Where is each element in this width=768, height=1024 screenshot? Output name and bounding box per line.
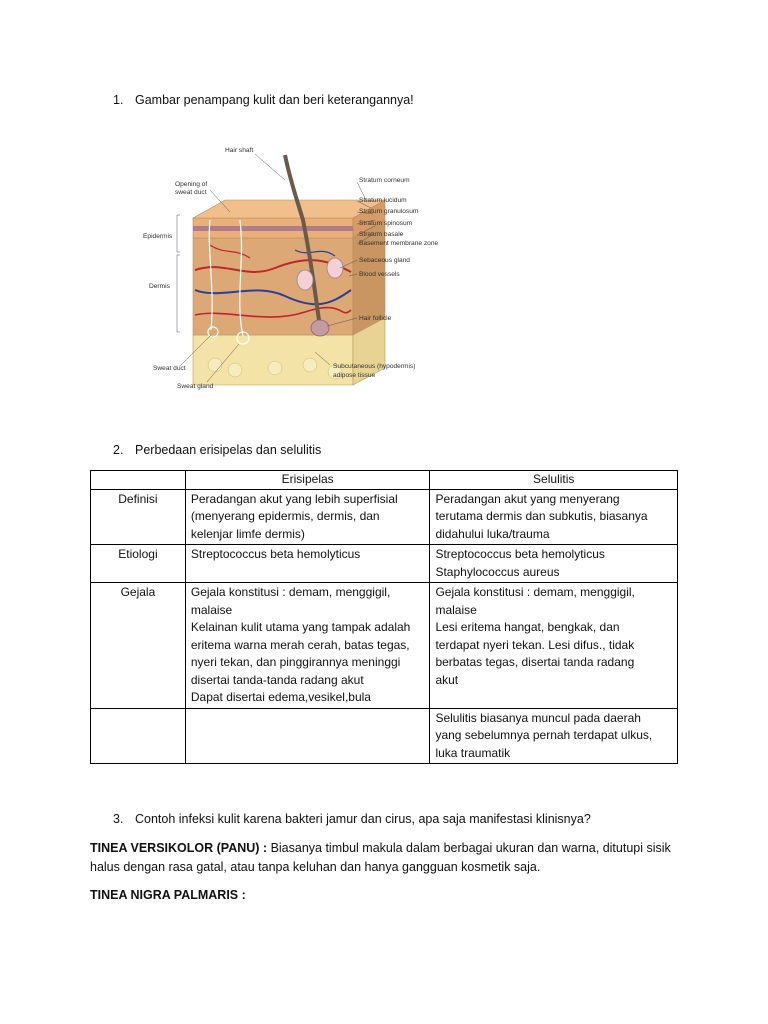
dermis-bracket	[177, 255, 180, 332]
table-row	[91, 583, 678, 709]
erisipelas-cell-line: eritema warna merah cerah, batas tegas,	[190, 637, 410, 652]
tinea-versikolor-desc-2: halus dengan rasa gatal, atau tanpa keluhan dan hanya gangguan kosmetik saja.	[90, 860, 541, 874]
selulitis-cell-line: Peradangan akut yang menyerang	[435, 491, 620, 506]
erisipelas-cell-line: Streptococcus beta hemolyticus	[190, 547, 361, 561]
label-subcutaneous-1: Subcutaneous (hypodermis)	[333, 363, 416, 370]
row-label-cell: Etiologi	[91, 545, 186, 583]
selulitis-cell-line: berbatas tegas, disertai tanda radang	[435, 655, 635, 669]
sebaceous-gland-2	[297, 270, 313, 290]
erisipelas-cell	[185, 545, 430, 583]
row-label-cell: Definisi	[91, 489, 186, 545]
selulitis-cell-line: didahului luka/trauma	[435, 526, 550, 541]
label-sweat-gland: Sweat gland	[177, 383, 214, 390]
adipose-cell	[303, 358, 317, 372]
erisipelas-cell-line: kelenjar limfe dermis)	[190, 526, 305, 541]
tinea-versikolor-desc-1: Biasanya timbul makula dalam berbagai ukuran dan warna, ditutupi sisik	[267, 841, 671, 855]
selulitis-cell-line: malaise	[435, 602, 477, 617]
sebaceous-gland	[327, 258, 343, 278]
comparison-table	[90, 470, 678, 764]
erisipelas-cell	[185, 583, 430, 709]
label-stratum-spinosum: Stratum spinosum	[359, 220, 413, 227]
label-subcutaneous-2: adipose tissue	[333, 372, 376, 379]
label-hair-shaft: Hair shaft	[225, 147, 254, 154]
selulitis-cell-line: Lesi eritema hangat, bengkak, dan	[435, 620, 620, 634]
selulitis-cell-line: akut	[435, 672, 459, 687]
question-3-text: Contoh infeksi kulit karena bakteri jamur dan cirus, apa saja manifestasi klinisnya?	[135, 812, 591, 826]
question-3	[113, 811, 591, 828]
table-header-row	[91, 471, 678, 490]
selulitis-cell-line: terutama dermis dan subkutis, biasanya	[435, 509, 648, 523]
erisipelas-cell	[185, 489, 430, 545]
label-stratum-granulosum: Stratum granulosum	[359, 208, 419, 215]
erisipelas-cell-line: nyeri tekan, dan pinggirannya meninggi	[190, 655, 401, 669]
table-body	[91, 489, 678, 764]
erisipelas-cell-line: (menyerang epidermis, dermis, dan	[190, 509, 380, 523]
selulitis-cell	[430, 545, 678, 583]
table-header-cell	[91, 471, 186, 490]
question-3-number: 3.	[113, 812, 124, 826]
label-opening-1: Opening of	[175, 181, 208, 188]
question-1	[113, 92, 414, 109]
erisipelas-cell	[185, 708, 430, 764]
question-2-text: Perbedaan erisipelas dan selulitis	[135, 443, 322, 457]
label-stratum-lucidum: Stratum lucidum	[359, 197, 407, 204]
tinea-nigra-heading: TINEA NIGRA PALMARIS :	[90, 888, 246, 902]
table-row	[91, 489, 678, 545]
label-epidermis: Epidermis	[143, 233, 173, 240]
label-basement-membrane: Basement membrane zone	[359, 240, 439, 247]
selulitis-cell	[430, 583, 678, 709]
adipose-cell	[208, 358, 222, 372]
label-sweat-duct: Sweat duct	[153, 365, 186, 372]
skin-diagram	[135, 140, 445, 395]
selulitis-cell-line: luka traumatik	[435, 745, 511, 760]
question-2-number: 2.	[113, 443, 124, 457]
erisipelas-cell-line: disertai tanda-tanda radang akut	[190, 672, 364, 687]
label-stratum-corneum: Stratum corneum	[359, 177, 410, 184]
table-row	[91, 545, 678, 583]
erisipelas-cell-line: malaise	[190, 602, 233, 617]
selulitis-cell-line: yang sebelumnya pernah terdapat ulkus,	[435, 728, 653, 742]
erisipelas-cell-line: Gejala konstitusi : demam, menggigil,	[190, 585, 391, 599]
adipose-cell	[228, 363, 242, 377]
label-opening-2: sweat duct	[175, 189, 207, 196]
selulitis-cell-line: Streptococcus beta hemolyticus	[435, 547, 605, 561]
selulitis-cell-line: Gejala konstitusi : demam, menggigil,	[435, 585, 635, 599]
row-label-cell	[91, 708, 186, 764]
table-header-cell: Selulitis	[430, 471, 678, 490]
question-1-text: Gambar penampang kulit dan beri keterangannya!	[135, 93, 414, 107]
erisipelas-cell-line: Dapat disertai edema,vesikel,bula	[190, 690, 371, 704]
erisipelas-cell-line: Kelainan kulit utama yang tampak adalah	[190, 620, 411, 634]
table-header-cell: Erisipelas	[185, 471, 430, 490]
tinea-versikolor-term: TINEA VERSIKOLOR (PANU) :	[90, 841, 268, 855]
table-row	[91, 708, 678, 764]
selulitis-cell	[430, 489, 678, 545]
question-2	[113, 442, 321, 459]
label-stratum-basale: Stratum basale	[359, 231, 404, 238]
leader-hair-shaft	[255, 154, 285, 180]
tinea-versikolor-paragraph	[90, 839, 690, 877]
label-dermis: Dermis	[149, 283, 170, 290]
selulitis-cell-line: Selulitis biasanya muncul pada daerah	[435, 710, 641, 725]
row-label-cell: Gejala	[91, 583, 186, 709]
selulitis-cell-line: terdapat nyeri tekan. Lesi difus., tidak	[435, 637, 635, 652]
skin-cross-section-figure	[135, 140, 445, 395]
selulitis-cell-line: Staphylococcus aureus	[435, 564, 560, 579]
question-1-number: 1.	[113, 93, 124, 107]
epidermis-bracket	[177, 215, 180, 252]
hair-follicle-bulb	[311, 320, 329, 336]
label-blood-vessels: Blood vessels	[359, 271, 400, 278]
erisipelas-cell-line: Peradangan akut yang lebih superfisial	[190, 491, 398, 506]
stratum-band	[193, 226, 353, 231]
adipose-cell	[268, 361, 282, 375]
label-hair-follicle: Hair follicle	[359, 315, 392, 322]
label-sebaceous-gland: Sebaceous gland	[359, 257, 410, 264]
selulitis-cell	[430, 708, 678, 764]
